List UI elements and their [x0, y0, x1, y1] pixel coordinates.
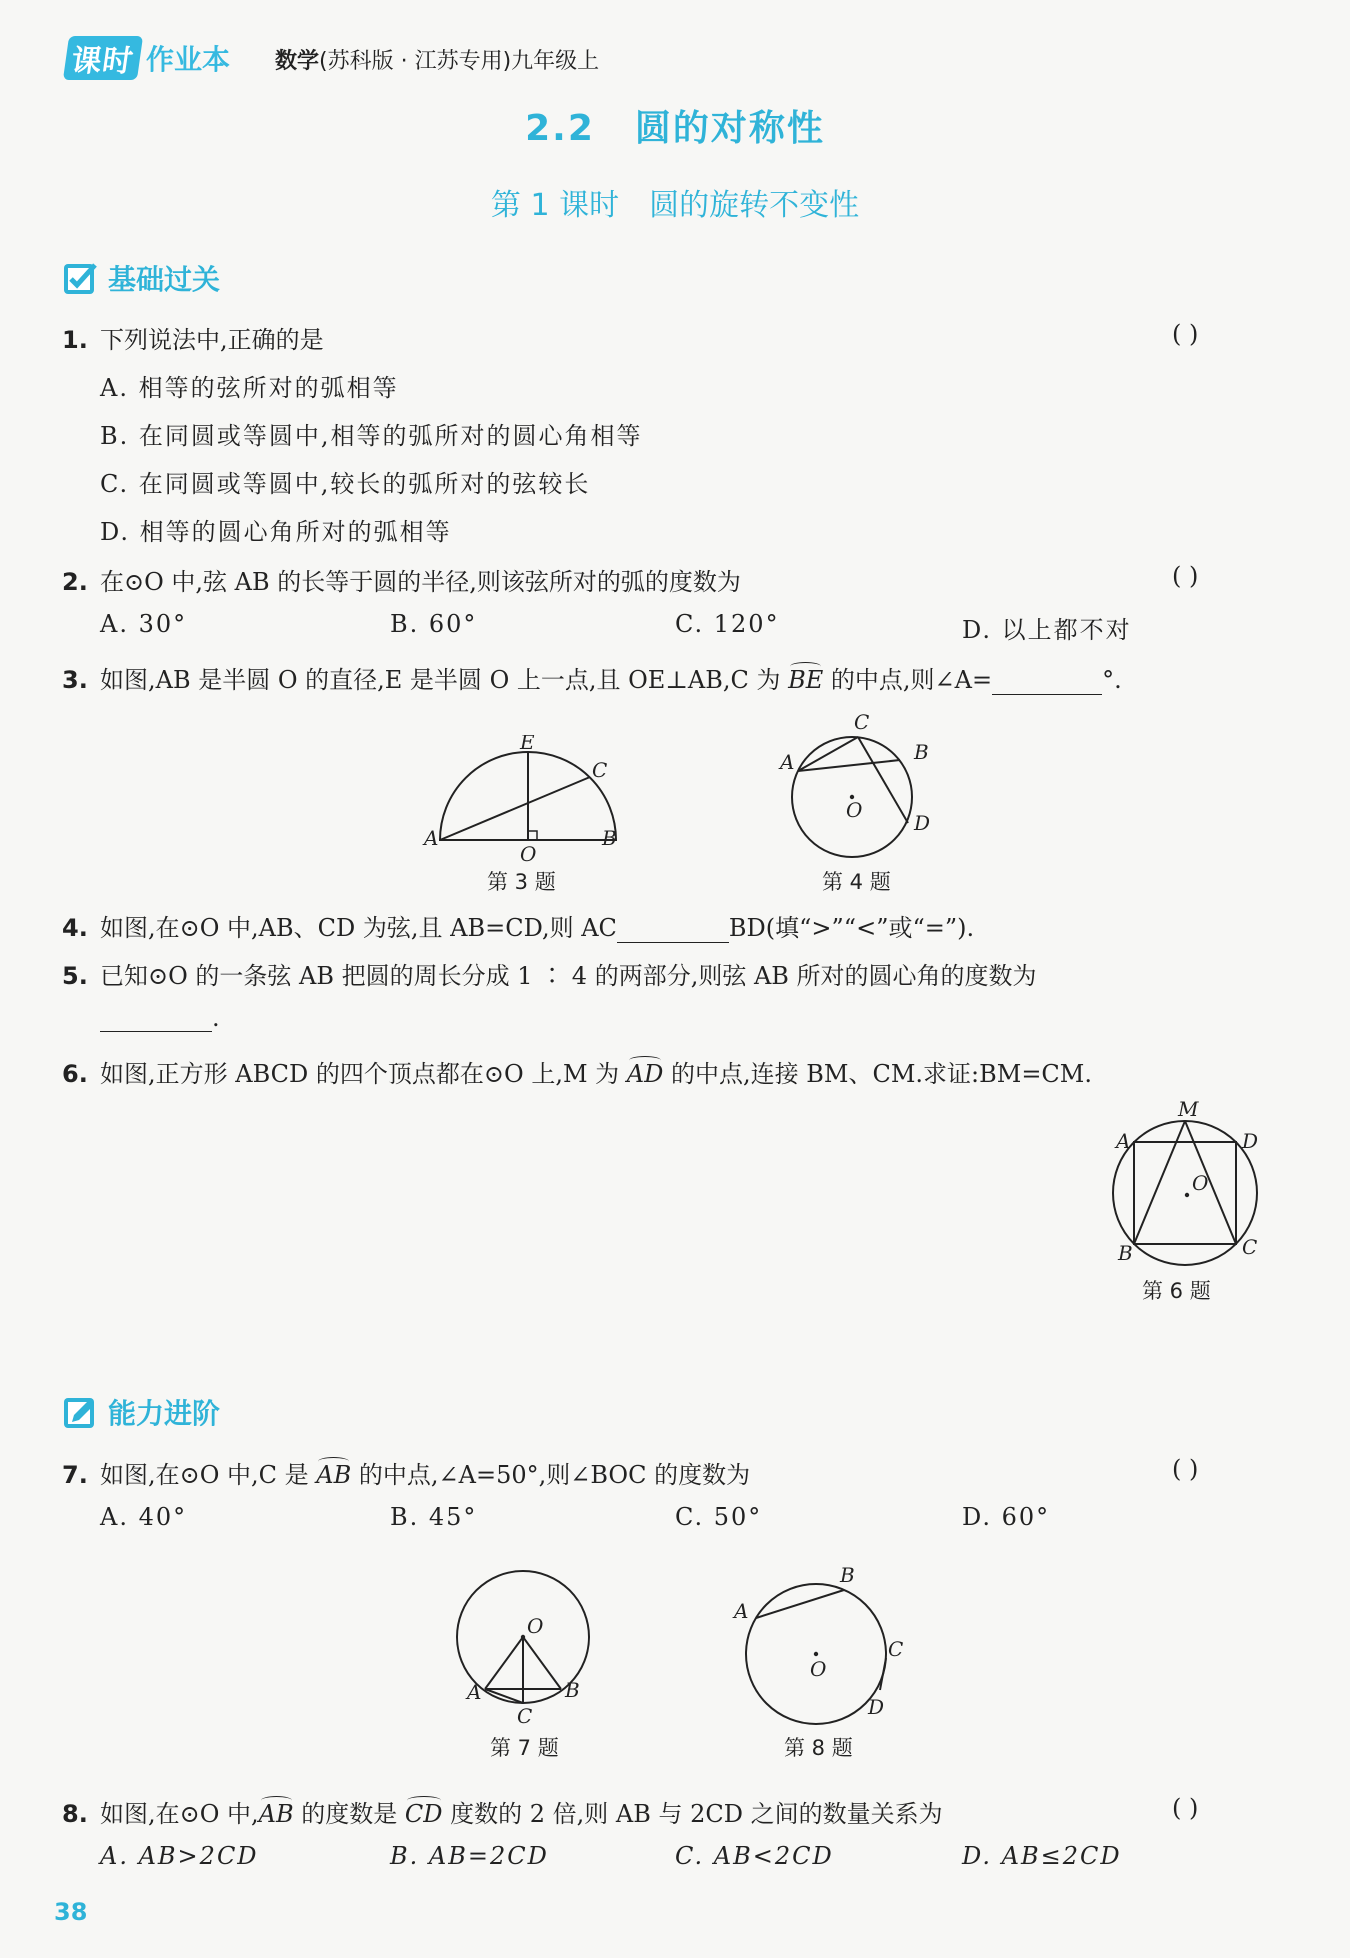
question-text: 如图,在⊙O 中,C 是	[100, 1461, 317, 1489]
arc-cd: CD	[404, 1800, 443, 1828]
q1-option-a: A. 相等的弦所对的弧相等	[100, 374, 399, 402]
label-a: A	[1116, 1129, 1131, 1153]
label-b: B	[602, 826, 617, 850]
brand-logo	[66, 38, 230, 78]
section-name: 圆的对称性	[634, 108, 825, 149]
question-text: 的中点,连接 BM、CM.求证:BM=CM.	[663, 1060, 1092, 1088]
lesson-number: 第 1 课时	[490, 188, 620, 223]
question-number: 2.	[62, 568, 88, 596]
q7-option-b: B. 45°	[390, 1503, 478, 1531]
arc-ab: AB	[316, 1461, 352, 1489]
q1-option-c: C. 在同圆或等圆中,较长的弧所对的弦较长	[100, 470, 591, 498]
checkbox-icon	[62, 260, 98, 296]
question-text: 如图,在⊙O 中,	[100, 1800, 259, 1828]
question-text: 的度数是	[293, 1800, 405, 1828]
arc-be: BE	[788, 666, 824, 694]
answer-paren-8: ( )	[1172, 1794, 1199, 1822]
question-7	[62, 1455, 750, 1490]
subject-edition: (苏科版 · 江苏专用)九年级上	[319, 49, 600, 74]
lesson-title	[0, 180, 1350, 224]
caption-fig-4: 第 4 题	[822, 870, 891, 894]
q1-option-b: B. 在同圆或等圆中,相等的弧所对的圆心角相等	[100, 422, 643, 450]
band-advanced	[62, 1392, 220, 1432]
band-advanced-label: 能力进阶	[108, 1397, 221, 1430]
lesson-name: 圆的旋转不变性	[649, 188, 860, 223]
subject-line	[275, 44, 599, 75]
q2-option-b: B. 60°	[390, 610, 478, 638]
q8-option-a: A. AB>2CD	[100, 1842, 259, 1870]
question-text: 如图,在⊙O 中,AB、CD 为弦,且 AB=CD,则 AC	[100, 914, 617, 942]
question-text: °.	[1102, 666, 1122, 694]
label-a: A	[467, 1680, 482, 1704]
caption-fig-7: 第 7 题	[490, 1736, 559, 1760]
q7-option-c: C. 50°	[675, 1503, 763, 1531]
question-2	[62, 562, 741, 597]
q8-option-c: C. AB<2CD	[675, 1842, 834, 1870]
section-number: 2.2	[525, 108, 595, 149]
label-o: O	[527, 1614, 544, 1638]
pencil-icon	[62, 1394, 98, 1430]
question-number: 5.	[62, 962, 88, 990]
answer-blank[interactable]	[992, 694, 1102, 695]
figure-7	[445, 1565, 605, 1725]
question-stem: 在⊙O 中,弦 AB 的长等于圆的半径,则该弦所对的弧的度数为	[100, 568, 741, 596]
question-5	[62, 956, 1037, 991]
label-d: D	[914, 811, 931, 835]
figure-6	[1100, 1098, 1270, 1273]
label-b: B	[914, 740, 929, 764]
arc-ab: AB	[258, 1800, 294, 1828]
question-text: 已知⊙O 的一条弦 AB 把圆的周长分成 1 ∶ 4 的两部分,则弦 AB 所对的圆心角的度数为	[100, 962, 1037, 990]
question-text: BD(填“>”“<”或“=”).	[728, 914, 975, 942]
caption-fig-6: 第 6 题	[1142, 1279, 1211, 1303]
label-c: C	[854, 710, 870, 734]
question-text: 如图,AB 是半圆 O 的直径,E 是半圆 O 上一点,且 OE⊥AB,C 为	[100, 666, 789, 694]
caption-fig-8: 第 8 题	[784, 1736, 853, 1760]
page-number: 38	[54, 1898, 88, 1926]
label-a: A	[424, 826, 439, 850]
label-d: D	[1242, 1129, 1259, 1153]
label-o: O	[1192, 1171, 1209, 1195]
question-text: 的中点,则∠A=	[823, 666, 993, 694]
q2-option-a: A. 30°	[100, 610, 188, 638]
logo-badge: 课时	[63, 36, 143, 80]
question-text: 如图,正方形 ABCD 的四个顶点都在⊙O 上,M 为	[100, 1060, 627, 1088]
arc-ad: AD	[626, 1060, 664, 1088]
question-8	[62, 1794, 943, 1829]
label-d: D	[868, 1695, 885, 1719]
question-text: .	[212, 1004, 220, 1032]
answer-blank[interactable]	[100, 1031, 212, 1032]
figure-3	[420, 735, 640, 865]
q2-option-c: C. 120°	[675, 610, 780, 638]
question-6	[62, 1054, 1092, 1089]
question-number: 7.	[62, 1461, 88, 1489]
q2-option-d: D. 以上都不对	[962, 616, 1132, 644]
label-b: B	[840, 1563, 855, 1587]
q1-option-d: D. 相等的圆心角所对的弧相等	[100, 518, 452, 546]
answer-paren-7: ( )	[1172, 1455, 1199, 1483]
caption-fig-3: 第 3 题	[487, 870, 556, 894]
section-title	[0, 100, 1350, 151]
label-b: B	[1118, 1241, 1133, 1265]
label-c: C	[1242, 1235, 1258, 1259]
question-5-line2	[100, 1004, 220, 1032]
q7-option-d: D. 60°	[962, 1503, 1051, 1531]
q7-option-a: A. 40°	[100, 1503, 188, 1531]
question-text: 的中点,∠A=50°,则∠BOC 的度数为	[351, 1461, 751, 1489]
label-a: A	[734, 1599, 749, 1623]
label-o: O	[846, 798, 863, 822]
question-number: 8.	[62, 1800, 88, 1828]
figure-8	[728, 1558, 918, 1728]
label-o: O	[810, 1657, 827, 1681]
label-e: E	[520, 735, 535, 754]
answer-paren-2: ( )	[1172, 562, 1199, 590]
question-number: 6.	[62, 1060, 88, 1088]
label-m: M	[1178, 1098, 1199, 1121]
label-c: C	[888, 1637, 904, 1661]
question-number: 1.	[62, 326, 88, 354]
figure-4	[770, 705, 950, 865]
question-stem: 下列说法中,正确的是	[100, 326, 324, 354]
q8-option-d: D. AB≤2CD	[962, 1842, 1122, 1870]
band-basic-label: 基础过关	[108, 263, 221, 296]
subject-name: 数学	[275, 49, 320, 74]
label-o: O	[520, 842, 537, 865]
label-c: C	[517, 1704, 533, 1725]
question-4	[62, 908, 974, 943]
label-c: C	[592, 758, 608, 782]
label-b: B	[565, 1678, 580, 1702]
question-number: 3.	[62, 666, 88, 694]
question-text: 度数的 2 倍,则 AB 与 2CD 之间的数量关系为	[442, 1800, 943, 1828]
answer-paren-1: ( )	[1172, 320, 1199, 348]
label-a: A	[780, 750, 795, 774]
band-basic	[62, 258, 220, 298]
logo-text: 作业本	[146, 43, 231, 76]
question-1	[62, 320, 324, 355]
answer-blank[interactable]	[617, 942, 729, 943]
q8-option-b: B. AB=2CD	[390, 1842, 549, 1870]
question-number: 4.	[62, 914, 88, 942]
question-3	[62, 660, 1122, 695]
